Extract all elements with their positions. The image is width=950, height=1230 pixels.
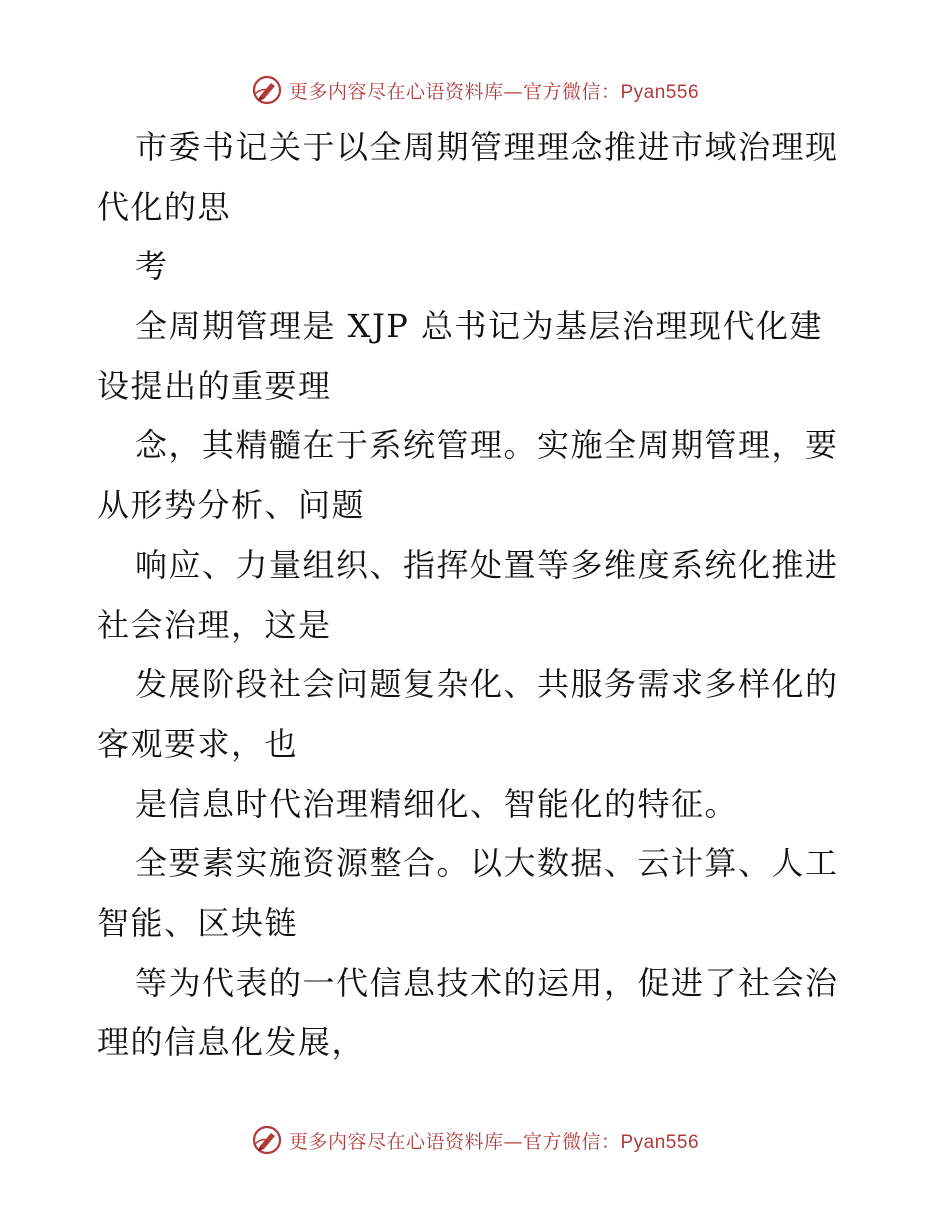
text-line: 代化的思 [97,187,232,226]
header-watermark [0,70,950,110]
watermark-site: 更多内容尽在心语资料库 [288,80,504,103]
pen-logo-icon [251,1124,283,1156]
watermark-site: 更多内容尽在心语资料库 [288,1130,504,1153]
watermark-wechat: 官方微信：Pyan556 [523,1131,700,1153]
text-line: 发展阶段社会问题复杂化、共服务需求多样化的 [135,665,839,704]
watermark-text [289,77,699,104]
watermark-separator: — [503,1130,523,1153]
text-line: 全周期管理是 XJP 总书记为基层治理现代化建 [135,307,823,346]
pen-logo-icon [251,74,283,106]
text-line: 念，其精髓在于系统管理。实施全周期管理，要 [135,426,839,465]
text-line: 是信息时代治理精细化、智能化的特征。 [135,784,739,823]
text-line: 设提出的重要理 [97,366,332,405]
document-body [97,118,857,1073]
text-line: 等为代表的一代信息技术的运用，促进了社会治 [135,963,839,1002]
watermark-separator: — [503,80,523,103]
footer-watermark [0,1120,950,1160]
text-line: 全要素实施资源整合。以大数据、云计算、人工 [135,844,839,883]
watermark-text [289,1127,699,1154]
text-line: 从形势分析、问题 [97,486,366,525]
text-line: 考 [135,247,169,286]
text-line: 市委书记关于以全周期管理理念推进市域治理现 [135,128,839,166]
text-line: 响应、力量组织、指挥处置等多维度系统化推进 [135,545,839,584]
watermark-wechat: 官方微信：Pyan556 [523,81,700,103]
text-line: 智能、区块链 [97,903,299,942]
text-line: 理的信息化发展， [97,1023,366,1062]
text-line: 社会治理，这是 [97,605,332,644]
text-line: 客观要求，也 [97,724,299,763]
